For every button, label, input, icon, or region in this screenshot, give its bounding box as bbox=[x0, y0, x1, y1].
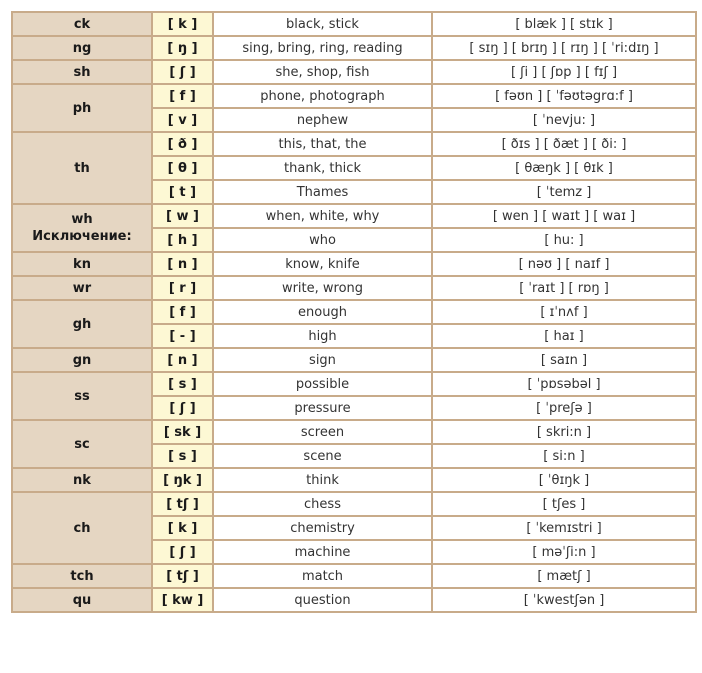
sound-cell: [ s ] bbox=[152, 372, 213, 396]
examples-cell: high bbox=[213, 324, 432, 348]
letter-combination-cell bbox=[12, 36, 152, 60]
letter-combination-cell bbox=[12, 84, 152, 132]
sound-cell: [ ʃ ] bbox=[152, 60, 213, 84]
table-row bbox=[12, 276, 696, 300]
table-row bbox=[12, 372, 696, 396]
sound-cell: [ - ] bbox=[152, 324, 213, 348]
sound-cell: [ t ] bbox=[152, 180, 213, 204]
sound-cell: [ s ] bbox=[152, 444, 213, 468]
letter-combination-cell bbox=[12, 300, 152, 348]
transcription-cell: [ mætʃ ] bbox=[432, 564, 696, 588]
examples-cell: machine bbox=[213, 540, 432, 564]
letter-combination-cell bbox=[12, 348, 152, 372]
letter-combination: kn bbox=[73, 256, 91, 272]
examples-cell: chemistry bbox=[213, 516, 432, 540]
transcription-cell: [ si:n ] bbox=[432, 444, 696, 468]
table-row bbox=[12, 348, 696, 372]
letter-combination-cell bbox=[12, 372, 152, 420]
transcription-cell: [ ɪˈnʌf ] bbox=[432, 300, 696, 324]
letter-combination: gn bbox=[72, 352, 92, 368]
examples-cell: thank, thick bbox=[213, 156, 432, 180]
letter-combination: th bbox=[74, 160, 90, 176]
examples-cell: scene bbox=[213, 444, 432, 468]
transcription-cell: [ ˈkemɪstri ] bbox=[432, 516, 696, 540]
letter-combination: sh bbox=[73, 64, 91, 80]
sound-cell: [ tʃ ] bbox=[152, 564, 213, 588]
examples-cell: write, wrong bbox=[213, 276, 432, 300]
letter-combination-cell bbox=[12, 60, 152, 84]
examples-cell: question bbox=[213, 588, 432, 612]
letter-combination: ck bbox=[73, 16, 91, 32]
sound-cell: [ f ] bbox=[152, 84, 213, 108]
sound-cell: [ ʃ ] bbox=[152, 540, 213, 564]
letter-combination-cell bbox=[12, 492, 152, 564]
sound-cell: [ v ] bbox=[152, 108, 213, 132]
letter-combination: ph bbox=[72, 100, 92, 116]
transcription-cell: [ wen ] [ waɪt ] [ waɪ ] bbox=[432, 204, 696, 228]
sound-cell: [ ŋk ] bbox=[152, 468, 213, 492]
sound-cell: [ n ] bbox=[152, 348, 213, 372]
examples-cell: phone, photograph bbox=[213, 84, 432, 108]
letter-combination: nk bbox=[73, 472, 91, 488]
examples-cell: who bbox=[213, 228, 432, 252]
transcription-cell: [ ʃi ] [ ʃɒp ] [ fɪʃ ] bbox=[432, 60, 696, 84]
letter-combination: ss bbox=[74, 388, 90, 404]
sound-cell: [ r ] bbox=[152, 276, 213, 300]
table-row bbox=[12, 84, 696, 108]
table-row bbox=[12, 252, 696, 276]
letter-combinations-table bbox=[11, 11, 697, 613]
transcription-cell: [ skri:n ] bbox=[432, 420, 696, 444]
letter-combination: gh bbox=[72, 316, 92, 332]
examples-cell: nephew bbox=[213, 108, 432, 132]
transcription-cell: [ ˈpɒsəbəl ] bbox=[432, 372, 696, 396]
letter-combination-cell bbox=[12, 420, 152, 468]
examples-cell: sign bbox=[213, 348, 432, 372]
letter-combination-cell bbox=[12, 12, 152, 36]
examples-cell: Thames bbox=[213, 180, 432, 204]
transcription-cell: [ fəʊn ] [ ˈfəʊtəgrɑ:f ] bbox=[432, 84, 696, 108]
letter-combination-cell bbox=[12, 132, 152, 204]
examples-cell: chess bbox=[213, 492, 432, 516]
transcription-cell: [ θæŋk ] [ θɪk ] bbox=[432, 156, 696, 180]
sound-cell: [ k ] bbox=[152, 12, 213, 36]
examples-cell: when, white, why bbox=[213, 204, 432, 228]
letter-combination: ng bbox=[72, 40, 92, 56]
transcription-cell: [ məˈʃi:n ] bbox=[432, 540, 696, 564]
sound-cell: [ f ] bbox=[152, 300, 213, 324]
table-row bbox=[12, 300, 696, 324]
exception-label: Исключение: bbox=[32, 229, 132, 244]
examples-cell: think bbox=[213, 468, 432, 492]
letter-combinations-table-container bbox=[11, 11, 697, 613]
transcription-cell: [ hu: ] bbox=[432, 228, 696, 252]
letter-combination: tch bbox=[70, 568, 94, 584]
transcription-cell: [ blæk ] [ stɪk ] bbox=[432, 12, 696, 36]
transcription-cell: [ haɪ ] bbox=[432, 324, 696, 348]
transcription-cell: [ ˈraɪt ] [ rɒŋ ] bbox=[432, 276, 696, 300]
table-row bbox=[12, 204, 696, 228]
letter-combination: wr bbox=[72, 280, 92, 296]
table-row bbox=[12, 468, 696, 492]
transcription-cell: [ tʃes ] bbox=[432, 492, 696, 516]
examples-cell: screen bbox=[213, 420, 432, 444]
letter-combination: wh bbox=[71, 212, 93, 227]
table-row bbox=[12, 420, 696, 444]
transcription-cell: [ ˈkwestʃən ] bbox=[432, 588, 696, 612]
transcription-cell: [ ˈnevju: ] bbox=[432, 108, 696, 132]
sound-cell: [ w ] bbox=[152, 204, 213, 228]
letter-combination-cell bbox=[12, 276, 152, 300]
transcription-cell: [ ˈtemz ] bbox=[432, 180, 696, 204]
table-row bbox=[12, 132, 696, 156]
letter-combination: sc bbox=[74, 436, 90, 452]
sound-cell: [ n ] bbox=[152, 252, 213, 276]
transcription-cell: [ ˈpreʃə ] bbox=[432, 396, 696, 420]
letter-combination-cell bbox=[12, 468, 152, 492]
sound-cell: [ k ] bbox=[152, 516, 213, 540]
table-row bbox=[12, 60, 696, 84]
transcription-cell: [ ˈθɪŋk ] bbox=[432, 468, 696, 492]
sound-cell: [ h ] bbox=[152, 228, 213, 252]
transcription-cell: [ sɪŋ ] [ brɪŋ ] [ rɪŋ ] [ ˈri:dɪŋ ] bbox=[432, 36, 696, 60]
examples-cell: she, shop, fish bbox=[213, 60, 432, 84]
table-row bbox=[12, 36, 696, 60]
sound-cell: [ ʃ ] bbox=[152, 396, 213, 420]
letter-combination-cell bbox=[12, 252, 152, 276]
letter-combination: ch bbox=[73, 520, 91, 536]
examples-cell: sing, bring, ring, reading bbox=[213, 36, 432, 60]
examples-cell: know, knife bbox=[213, 252, 432, 276]
examples-cell: this, that, the bbox=[213, 132, 432, 156]
table-body bbox=[12, 12, 696, 612]
sound-cell: [ ŋ ] bbox=[152, 36, 213, 60]
table-row bbox=[12, 492, 696, 516]
letter-combination-cell bbox=[12, 588, 152, 612]
table-row bbox=[12, 12, 696, 36]
sound-cell: [ kw ] bbox=[152, 588, 213, 612]
table-row bbox=[12, 588, 696, 612]
transcription-cell: [ ðɪs ] [ ðæt ] [ ði: ] bbox=[432, 132, 696, 156]
sound-cell: [ tʃ ] bbox=[152, 492, 213, 516]
transcription-cell: [ saɪn ] bbox=[432, 348, 696, 372]
table-row bbox=[12, 564, 696, 588]
sound-cell: [ ð ] bbox=[152, 132, 213, 156]
examples-cell: possible bbox=[213, 372, 432, 396]
examples-cell: black, stick bbox=[213, 12, 432, 36]
letter-combination: qu bbox=[72, 592, 92, 608]
examples-cell: enough bbox=[213, 300, 432, 324]
letter-combination-cell bbox=[12, 564, 152, 588]
examples-cell: pressure bbox=[213, 396, 432, 420]
transcription-cell: [ nəʊ ] [ naɪf ] bbox=[432, 252, 696, 276]
examples-cell: match bbox=[213, 564, 432, 588]
sound-cell: [ sk ] bbox=[152, 420, 213, 444]
letter-combination-cell bbox=[12, 204, 152, 252]
sound-cell: [ θ ] bbox=[152, 156, 213, 180]
